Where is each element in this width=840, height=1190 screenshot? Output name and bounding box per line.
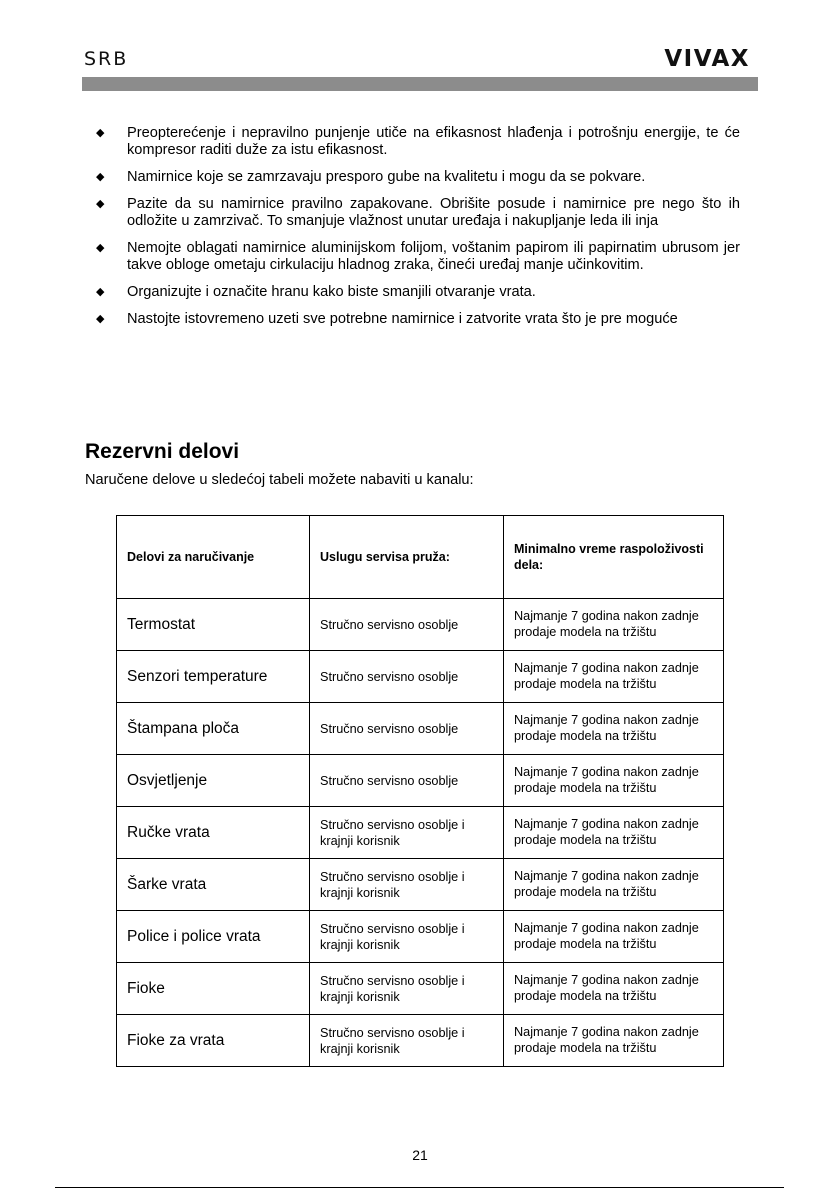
- cell-provider: Stručno servisno osoblje i krajnji korisnik: [310, 963, 504, 1015]
- list-item-text: Nastojte istovremeno uzeti sve potrebne namirnice i zatvorite vrata što je pre moguće: [127, 311, 678, 327]
- cell-part: Fioke: [117, 963, 310, 1015]
- section-intro: Naručene delove u sledećoj tabeli možete nabaviti u kanalu:: [85, 472, 474, 488]
- list-item-text: Pazite da su namirnice pravilno zapakovane. Obrišite posude i namirnice pre nego što ih odložite u zamrzivač. To smanjuje vlažnost unutar uređaja i nakupljanje leda ili inja: [127, 196, 740, 229]
- cell-provider: Stručno servisno osoblje i krajnji korisnik: [310, 911, 504, 963]
- cell-availability: Najmanje 7 godina nakon zadnje prodaje modela na tržištu: [504, 859, 724, 911]
- table-row: [117, 859, 724, 911]
- cell-part: Senzori temperature: [117, 651, 310, 703]
- diamond-bullet-icon: ◆: [96, 313, 105, 325]
- table-row: [117, 1015, 724, 1067]
- cell-part: Police i police vrata: [117, 911, 310, 963]
- page-number: 21: [412, 1147, 428, 1163]
- diamond-bullet-icon: ◆: [96, 171, 105, 183]
- column-header-provider: Uslugu servisa pruža:: [310, 516, 504, 599]
- list-item: [96, 311, 740, 328]
- cell-provider: Stručno servisno osoblje i krajnji korisnik: [310, 859, 504, 911]
- diamond-bullet-icon: ◆: [96, 242, 105, 254]
- cell-availability: Najmanje 7 godina nakon zadnje prodaje modela na tržištu: [504, 599, 724, 651]
- cell-provider: Stručno servisno osoblje: [310, 651, 504, 703]
- cell-part: Fioke za vrata: [117, 1015, 310, 1067]
- cell-availability: Najmanje 7 godina nakon zadnje prodaje modela na tržištu: [504, 651, 724, 703]
- list-item-text: Preopterećenje i nepravilno punjenje utiče na efikasnost hlađenja i potrošnju energije, te će kompresor raditi duže za istu efikasnost.: [127, 125, 740, 158]
- cell-availability: Najmanje 7 godina nakon zadnje prodaje modela na tržištu: [504, 807, 724, 859]
- list-item: [96, 169, 740, 186]
- table-row: [117, 963, 724, 1015]
- list-item: [96, 240, 740, 274]
- header-language-code: SRB: [84, 48, 129, 70]
- cell-part: Osvjetljenje: [117, 755, 310, 807]
- list-item-text: Organizujte i označite hranu kako biste smanjili otvaranje vrata.: [127, 284, 536, 300]
- cell-provider: Stručno servisno osoblje i krajnji korisnik: [310, 1015, 504, 1067]
- column-header-availability: Minimalno vreme raspoloživosti dela:: [504, 516, 724, 599]
- column-header-part: Delovi za naručivanje: [117, 516, 310, 599]
- cell-part: Ručke vrata: [117, 807, 310, 859]
- header-divider-bar: [82, 77, 758, 91]
- cell-part: Šarke vrata: [117, 859, 310, 911]
- cell-provider: Stručno servisno osoblje: [310, 755, 504, 807]
- cell-availability: Najmanje 7 godina nakon zadnje prodaje modela na tržištu: [504, 963, 724, 1015]
- cell-availability: Najmanje 7 godina nakon zadnje prodaje modela na tržištu: [504, 1015, 724, 1067]
- list-item: [96, 284, 740, 301]
- diamond-bullet-icon: ◆: [96, 286, 105, 298]
- spare-parts-table: [116, 515, 724, 1067]
- table-row: [117, 807, 724, 859]
- cell-availability: Najmanje 7 godina nakon zadnje prodaje modela na tržištu: [504, 755, 724, 807]
- brand-logo: VIVAX: [664, 46, 750, 72]
- footer-divider: [55, 1187, 784, 1188]
- cell-availability: Najmanje 7 godina nakon zadnje prodaje modela na tržištu: [504, 911, 724, 963]
- table-row: [117, 651, 724, 703]
- table-row: [117, 911, 724, 963]
- cell-provider: Stručno servisno osoblje: [310, 703, 504, 755]
- section-title: Rezervni delovi: [85, 440, 240, 463]
- list-item-text: Namirnice koje se zamrzavaju presporo gube na kvalitetu i mogu da se pokvare.: [127, 169, 646, 185]
- diamond-bullet-icon: ◆: [96, 198, 105, 210]
- table-row: [117, 703, 724, 755]
- list-item-text: Nemojte oblagati namirnice aluminijskom folijom, voštanim papirom ili papirnatim ubrusom jer takve obloge ometaju cirkulaciju hladnog zraka, čineći uređaj manje učinkovitim.: [127, 240, 740, 273]
- cell-part: Štampana ploča: [117, 703, 310, 755]
- cell-provider: Stručno servisno osoblje: [310, 599, 504, 651]
- diamond-bullet-icon: ◆: [96, 127, 105, 139]
- table-row: [117, 755, 724, 807]
- table-header-row: [117, 516, 724, 599]
- cell-part: Termostat: [117, 599, 310, 651]
- list-item: [96, 125, 740, 159]
- cell-availability: Najmanje 7 godina nakon zadnje prodaje modela na tržištu: [504, 703, 724, 755]
- tips-list: [96, 125, 740, 338]
- cell-provider: Stručno servisno osoblje i krajnji korisnik: [310, 807, 504, 859]
- list-item: [96, 196, 740, 230]
- table-row: [117, 599, 724, 651]
